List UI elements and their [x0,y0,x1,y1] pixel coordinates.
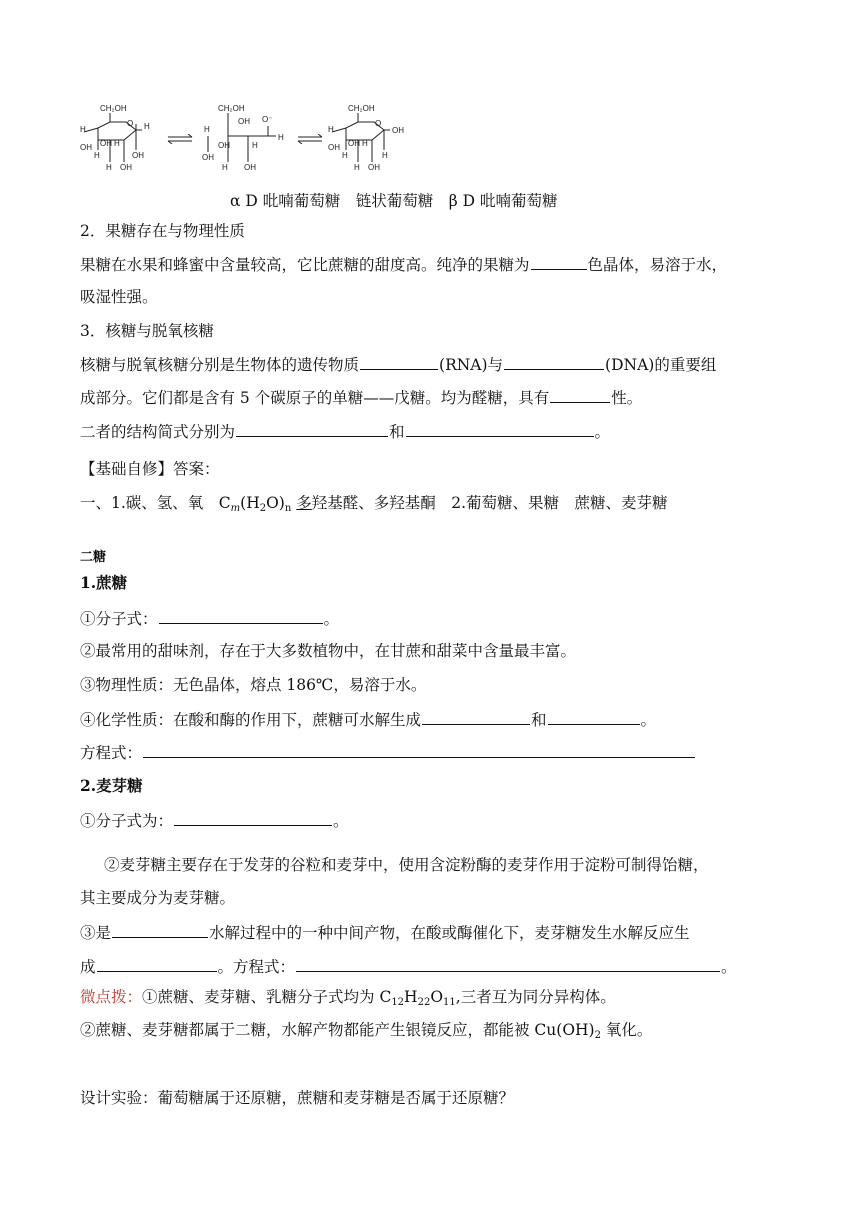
beta-d-glucopyranose-structure [324,102,414,174]
answer-text-e: 羟基醛、多羟基酮 2.葡萄糖、果糖 蔗糖、麦芽糖 [311,494,668,512]
fill-blank[interactable] [531,254,587,270]
maltose-l3 [80,922,690,943]
svg-text:O: O [375,119,382,128]
structure-caption: α D 吡喃葡萄糖 链状葡萄糖 β D 吡喃葡萄糖 [230,192,558,210]
svg-text:H: H [114,139,120,148]
fill-blank[interactable] [174,810,332,826]
answer-text-c: O) [266,494,285,512]
sucrose-text-b: 。 [323,610,340,628]
svg-text:OH: OH [202,153,214,162]
svg-text:H: H [144,122,150,131]
s2-line1 [80,254,727,275]
sucrose-text-e: 。 [640,711,657,729]
s3-line3 [80,421,610,442]
svg-text:H: H [204,125,210,134]
equilibrium-arrow-2 [296,134,324,144]
svg-text:OH: OH [120,163,132,172]
s3-text-h: 。 [594,423,611,441]
maltose-text-f: 。方程式： [217,958,296,976]
s3-text-e: 性。 [611,389,643,407]
disaccharide-heading: 二糖 [80,550,107,565]
fill-blank[interactable] [296,956,720,972]
fill-blank[interactable] [97,956,217,972]
svg-text:H: H [382,151,388,160]
svg-text:H: H [252,141,258,150]
fill-blank[interactable] [159,608,323,624]
svg-text:OH: OH [218,141,230,150]
alpha-d-glucopyranose-structure [76,102,166,174]
svg-text:CH₂OH: CH₂OH [100,104,127,113]
tip-text-o: O [430,988,444,1006]
maltose-text-g: 。 [721,958,737,976]
s3-text-b: (RNA)与 [439,356,504,374]
maltose-l4 [80,956,737,977]
sucrose-l1 [80,608,339,629]
svg-text:H: H [354,163,360,172]
svg-text:OH: OH [132,151,144,160]
answer-text-a: 一、1.碳、氢、氧 C [80,494,231,512]
tip-sub-11: 11 [443,997,456,1008]
answer-sub-m: m [230,503,241,514]
sucrose-text-a: ①分子式： [80,610,158,628]
maltose-text-e: 成 [80,958,96,976]
svg-text:H: H [80,125,86,134]
sucrose-l3: ③物理性质：无色晶体，熔点 186℃，易溶于水。 [80,676,427,694]
fill-blank[interactable] [548,709,640,725]
svg-text:H: H [362,139,368,148]
maltose-text-c: ③是 [80,924,112,942]
tip-label: 微点拨： [80,988,143,1006]
svg-text:OH: OH [100,139,112,148]
svg-text:OH: OH [80,143,92,152]
maltose-l2b: 其主要成分为麦芽糖。 [80,889,236,907]
sucrose-text-c: ④化学性质：在酸和酶的作用下，蔗糖可水解生成 [80,711,422,729]
svg-text:H: H [222,163,228,172]
svg-text:H: H [328,125,334,134]
tip-text-b: ,三者互为同分异构体。 [455,988,616,1006]
fill-blank[interactable] [112,922,208,938]
answer-text-d: 多 [296,494,312,512]
section-2-title: 2．果糖存在与物理性质 [80,222,245,240]
tip-line1 [80,987,616,1007]
svg-text:OH: OH [244,163,256,172]
sucrose-text-f: 方程式： [80,744,143,762]
tip-sub-2: 2 [594,1030,601,1041]
s3-text-d: 成部分。它们都是含有 5 个碳原子的单糖——戊糖。均为醛糖，具有 [80,389,550,407]
tip-text-c: ②蔗糖、麦芽糖都属于二糖，水解产物都能产生银镜反应，都能被 Cu(OH) [80,1021,595,1039]
tip-text-h: H [404,988,418,1006]
svg-text:OH: OH [328,143,340,152]
tip-line2 [80,1020,652,1040]
s3-line2 [80,387,642,408]
s2-text-b: 色晶体，易溶于水， [587,256,728,274]
svg-text:H: H [342,151,348,160]
svg-text:OH: OH [238,117,250,126]
maltose-text-a: ①分子式为： [80,812,174,830]
s2-line2: 吸湿性强。 [80,288,158,306]
svg-text:CH₂OH: CH₂OH [348,104,375,113]
svg-text:OH: OH [348,139,360,148]
answer-text-b: (H [240,494,260,512]
svg-text:OH: OH [368,163,380,172]
svg-text:O⁻: O⁻ [262,115,273,124]
sucrose-l2: ②最常用的甜味剂，存在于大多数植物中，在甘蔗和甜菜中含量最丰富。 [80,642,577,660]
s3-line1 [80,354,716,375]
sucrose-l5 [80,742,696,763]
maltose-title: 2.麦芽糖 [80,776,143,795]
section-3-title: 3．核糖与脱氧核糖 [80,322,214,340]
svg-text:O: O [127,119,134,128]
tip-sub-22: 22 [417,997,431,1008]
s3-text-g: 和 [389,423,405,441]
tip-sub-12: 12 [391,997,405,1008]
s2-text-a: 果糖在水果和蜂蜜中含量较高，它比蔗糖的甜度高。纯净的果糖为 [80,256,530,274]
maltose-l1 [80,810,349,831]
fill-blank[interactable] [550,387,610,403]
sucrose-l4 [80,709,656,730]
answer-sub-n: n [284,503,292,514]
fill-blank[interactable] [236,421,388,437]
fill-blank[interactable] [143,742,695,758]
answer-line [80,493,668,513]
equilibrium-arrow-1 [166,134,194,144]
tip-text-d: 氧化。 [600,1021,653,1039]
experiment-question: 设计实验：葡萄糖属于还原糖，蔗糖和麦芽糖是否属于还原糖？ [80,1089,515,1107]
fill-blank[interactable] [406,421,594,437]
chain-glucose-structure [196,102,296,174]
svg-text:H: H [106,163,112,172]
answer-heading: 【基础自修】答案： [80,460,220,478]
svg-text:CH₂OH: CH₂OH [218,104,245,113]
answer-sub-2: 2 [259,503,267,514]
svg-text:H: H [94,151,100,160]
s3-text-f: 二者的结构简式分别为 [80,423,236,441]
sucrose-text-d: 和 [531,711,547,729]
s3-text-a: 核糖与脱氧核糖分别是生物体的遗传物质 [80,356,360,374]
fill-blank[interactable] [422,709,530,725]
fill-blank[interactable] [360,354,438,370]
svg-text:H: H [278,133,284,142]
maltose-text-d: 水解过程中的一种中间产物，在酸或酶催化下，麦芽糖发生水解反应生 [209,924,690,942]
tip-text-a: ①蔗糖、麦芽糖、乳糖分子式均为 C [142,988,392,1006]
s3-text-c: (DNA)的重要组 [605,356,717,374]
maltose-l2a: ②麦芽糖主要存在于发芽的谷粒和麦芽中，使用含淀粉酶的麦芽作用于淀粉可制得饴糖， [104,856,709,874]
maltose-text-b: 。 [333,812,349,830]
sucrose-title: 1.蔗糖 [80,573,128,592]
svg-text:OH: OH [392,126,404,135]
fill-blank[interactable] [504,354,604,370]
